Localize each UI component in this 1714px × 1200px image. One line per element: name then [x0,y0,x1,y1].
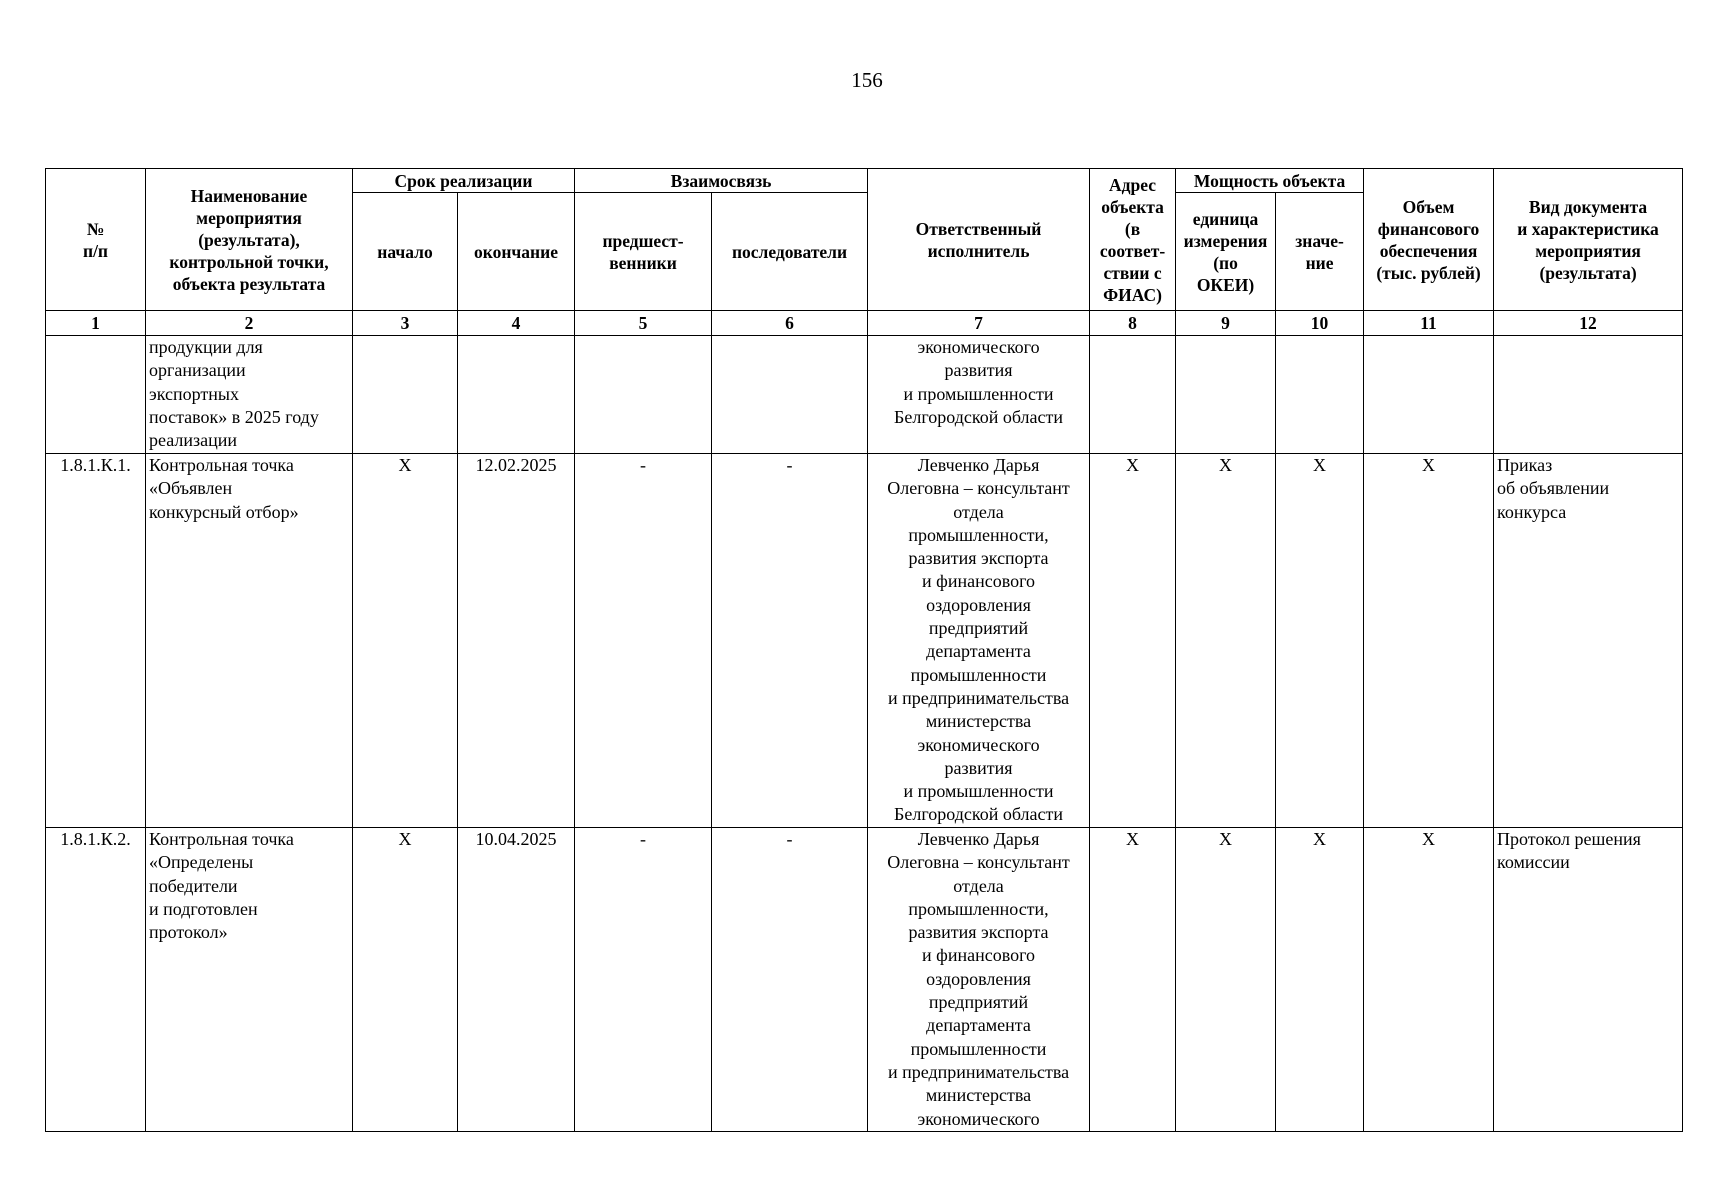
row-start: X [353,454,458,828]
column-number: 1 [46,311,146,336]
header-successors: последователи [712,193,868,311]
header-finance: Объем финансового обеспечения (тыс. рублей) [1364,169,1494,311]
column-number: 5 [575,311,712,336]
row-address: X [1090,454,1176,828]
row-number: 1.8.1.К.1. [46,454,146,828]
row-start: X [353,828,458,1132]
row-finance: X [1364,828,1494,1132]
table-row [46,336,1683,454]
column-number: 10 [1276,311,1364,336]
column-number: 8 [1090,311,1176,336]
table-row [46,828,1683,1132]
column-number: 4 [458,311,575,336]
header-name: Наименование мероприятия (результата), контрольной точки, объекта результата [146,169,353,311]
row-document: Протокол решения комиссии [1494,828,1683,1132]
header-unit: единица измерения (по ОКЕИ) [1176,193,1276,311]
column-number-row [46,311,1683,336]
row-name: Контрольная точка «Определены победители и подготовлен протокол» [146,828,353,1132]
column-number: 9 [1176,311,1276,336]
row-end [458,336,575,454]
column-number: 3 [353,311,458,336]
header-group-link: Взаимосвязь [575,169,868,193]
row-start [353,336,458,454]
row-unit: X [1176,454,1276,828]
row-predecessors: - [575,828,712,1132]
header-number: № п/п [46,169,146,311]
row-predecessors: - [575,454,712,828]
row-finance [1364,336,1494,454]
header-address: Адрес объекта (в соответ- ствии с ФИАС) [1090,169,1176,311]
header-document: Вид документа и характеристика мероприятия (результата) [1494,169,1683,311]
row-end: 10.04.2025 [458,828,575,1132]
column-number: 12 [1494,311,1683,336]
row-end: 12.02.2025 [458,454,575,828]
header-group-term: Срок реализации [353,169,575,193]
row-unit: X [1176,828,1276,1132]
row-address: X [1090,828,1176,1132]
header-value: значе- ние [1276,193,1364,311]
row-predecessors [575,336,712,454]
column-number: 11 [1364,311,1494,336]
row-number: 1.8.1.К.2. [46,828,146,1132]
row-value [1276,336,1364,454]
row-name: продукции для организации экспортных поставок» в 2025 году реализации [146,336,353,454]
header-end: окончание [458,193,575,311]
row-successors [712,336,868,454]
row-document: Приказ об объявлении конкурса [1494,454,1683,828]
row-responsible: экономического развития и промышленности Белгородской области [868,336,1090,454]
header-responsible: Ответственный исполнитель [868,169,1090,311]
row-successors: - [712,454,868,828]
page-number: 156 [851,68,883,92]
row-unit [1176,336,1276,454]
row-successors: - [712,828,868,1132]
header-start: начало [353,193,458,311]
header-group-power: Мощность объекта [1176,169,1364,193]
row-responsible: Левченко Дарья Олеговна – консультант отдела промышленности, развития экспорта и финансового оздоровления предприятий департамента промышленности и предпринимательства министерства экономического развития и промышленности Белгородской области [868,454,1090,828]
row-name: Контрольная точка «Объявлен конкурсный отбор» [146,454,353,828]
column-number: 2 [146,311,353,336]
column-number: 7 [868,311,1090,336]
row-address [1090,336,1176,454]
row-value: X [1276,828,1364,1132]
activity-plan-table [45,168,1683,1132]
table-row [46,454,1683,828]
row-number [46,336,146,454]
row-document [1494,336,1683,454]
column-number: 6 [712,311,868,336]
row-value: X [1276,454,1364,828]
row-finance: X [1364,454,1494,828]
row-responsible: Левченко Дарья Олеговна – консультант отдела промышленности, развития экспорта и финансового оздоровления предприятий департамента промышленности и предпринимательства министерства экономического [868,828,1090,1132]
header-predecessors: предшест- венники [575,193,712,311]
